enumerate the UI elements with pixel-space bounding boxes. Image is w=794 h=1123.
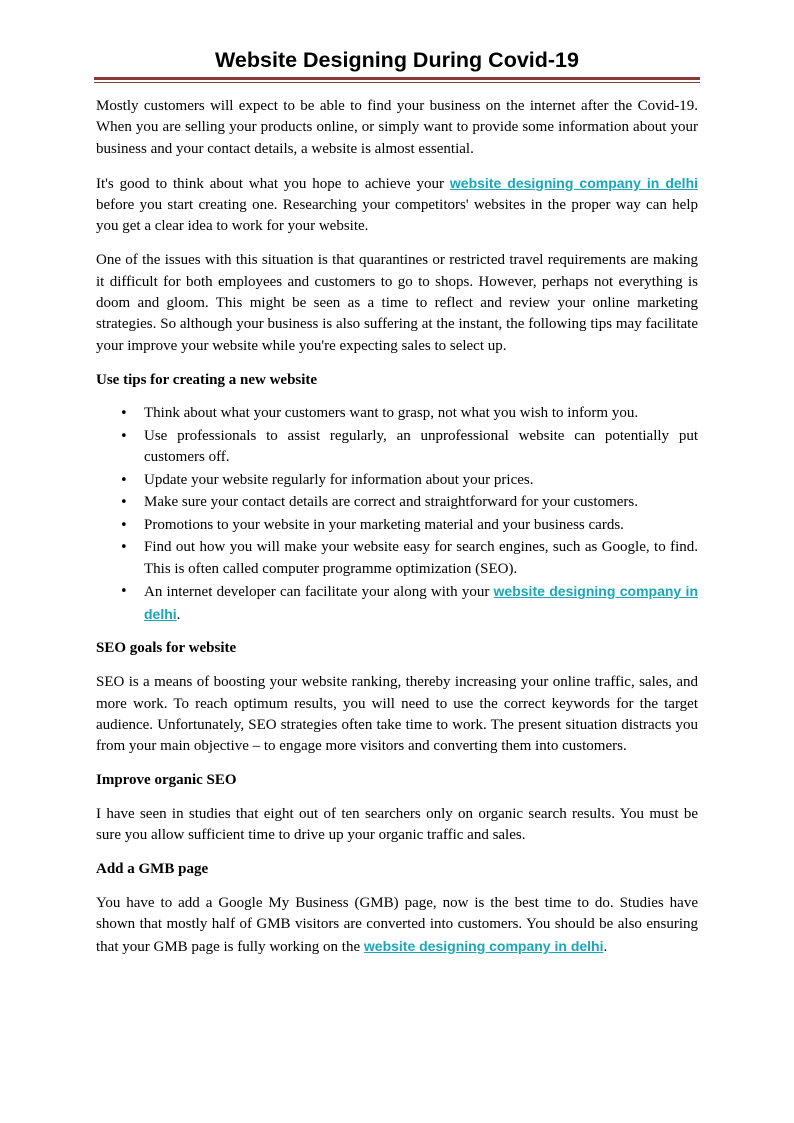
tip-text-after: . bbox=[176, 606, 181, 623]
seo-goals-paragraph: SEO is a means of boosting your website ranking, thereby increasing your online traffic, sales, and more work. To reach optimum results, you will need to use the correct keywords for the target audience. Unfortunately, SEO strategies often take time to work. The present situation distracts you from your main objective – to engage more visitors and converting them into customers. bbox=[96, 674, 698, 755]
gmb-paragraph bbox=[96, 893, 698, 958]
list-item: • Update your website regularly for information about your prices. bbox=[144, 470, 698, 491]
organic-seo-heading: Improve organic SEO bbox=[96, 772, 237, 789]
gmb-text-before: You have to add a Google My Business (GMB) page, now is the best time to do. Studies have shown that mostly half of GMB visitors are converted into customers. You should be also ensuring that your GMB page is fully working on the bbox=[96, 895, 698, 955]
list-item: • Use professionals to assist regularly, an unprofessional website can potentially put customers off. bbox=[144, 426, 698, 469]
page-title: Website Designing During Covid-19 bbox=[215, 48, 579, 72]
list-item: • Find out how you will make your website easy for search engines, such as Google, to find. This is often called computer programme optimization (SEO). bbox=[144, 537, 698, 580]
organic-seo-paragraph: I have seen in studies that eight out of ten searchers only on organic search results. You must be sure you allow sufficient time to drive up your organic traffic and sales. bbox=[96, 806, 698, 844]
title-divider-thin bbox=[94, 82, 700, 83]
goals-text-after: before you start creating one. Researching your competitors' websites in the proper way can help you get a clear idea to work for your website. bbox=[96, 197, 698, 235]
intro-paragraph: Mostly customers will expect to be able to find your business on the internet after the Covid-19. When you are selling your products online, or simply want to provide some information about your business and your contact details, a website is almost essential. bbox=[96, 98, 698, 157]
goals-paragraph bbox=[96, 173, 698, 238]
list-item: • Think about what your customers want to grasp, not what you wish to inform you. bbox=[144, 403, 698, 424]
gmb-text-after: . bbox=[603, 938, 608, 955]
list-item: • Promotions to your website in your marketing material and your business cards. bbox=[144, 515, 698, 536]
website-designing-link[interactable]: website designing company in delhi bbox=[363, 937, 604, 954]
tips-heading: Use tips for creating a new website bbox=[96, 371, 318, 388]
tips-list bbox=[96, 403, 698, 626]
list-item bbox=[144, 581, 698, 626]
list-item: • Make sure your contact details are correct and straightforward for your customers. bbox=[144, 492, 698, 513]
tip-text-before: An internet developer can facilitate your along with your bbox=[144, 584, 494, 601]
goals-text-before: It's good to think about what you hope to achieve your bbox=[96, 175, 450, 192]
title-divider-thick bbox=[94, 77, 700, 80]
website-designing-link[interactable]: website designing company in delhi bbox=[449, 174, 699, 191]
website-designing-link[interactable]: website designing company in delhi bbox=[144, 583, 698, 622]
gmb-heading: Add a GMB page bbox=[96, 861, 209, 878]
seo-goals-heading: SEO goals for website bbox=[96, 640, 237, 657]
document-body bbox=[96, 96, 698, 971]
issues-paragraph: One of the issues with this situation is that quarantines or restricted travel requirements are making it difficult for both employees and customers to go to shops. However, perhaps not everything is doom and gloom. This might be seen as a time to reflect and review your online marketing strategies. So although your business is also suffering at the instant, the following tips may facilitate your improve your website while you're expecting sales to select up. bbox=[96, 252, 698, 354]
